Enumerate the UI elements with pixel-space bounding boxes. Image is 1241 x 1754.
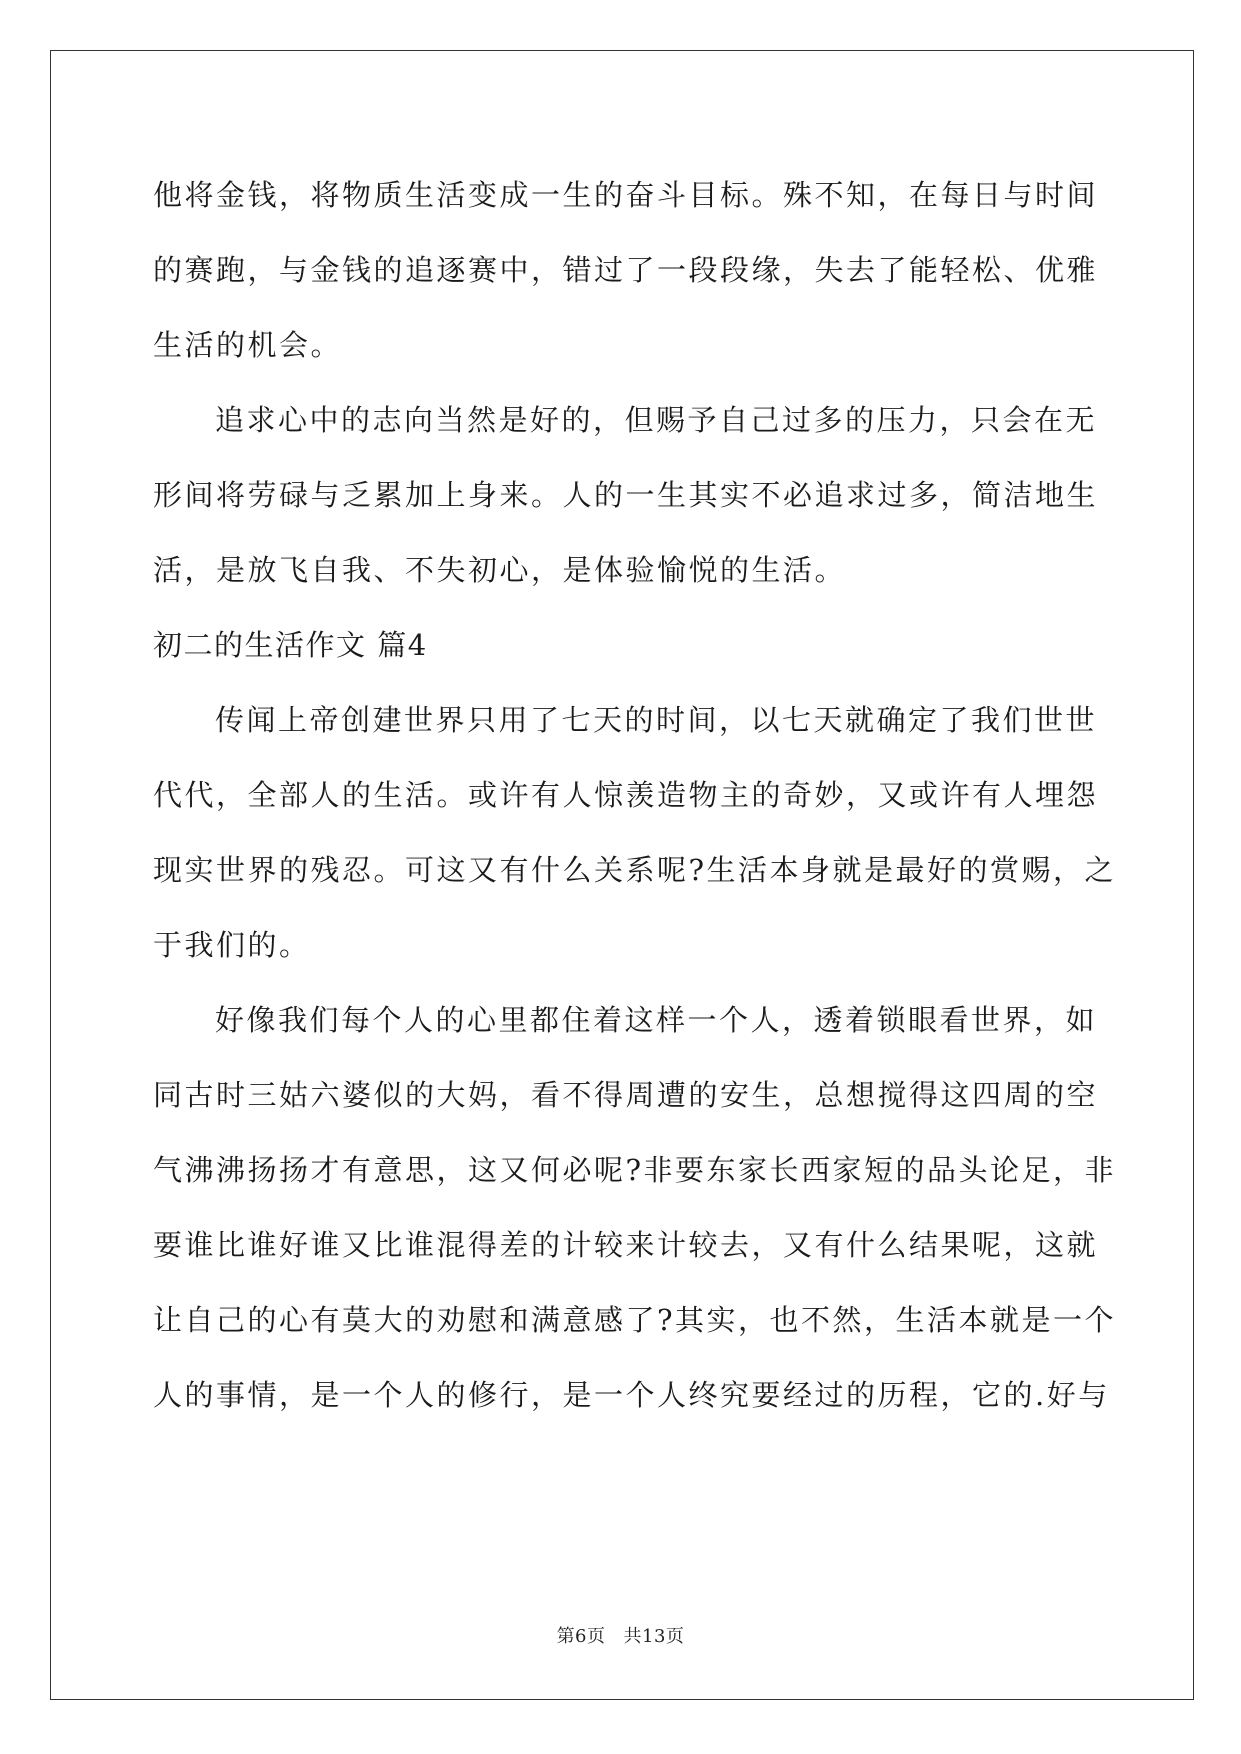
page-total: 共13页 bbox=[623, 1626, 685, 1647]
text-line: 要谁比谁好谁又比谁混得差的计较来计较去，又有什么结果呢，这就 bbox=[153, 1228, 1099, 1262]
text-line: 让自己的心有莫大的劝慰和满意感了?其实，也不然，生活本就是一个 bbox=[153, 1303, 1117, 1337]
text-line: 现实世界的残忍。可这又有什么关系呢?生活本身就是最好的赏赐，之 bbox=[153, 853, 1117, 887]
paragraph-1 bbox=[153, 158, 1099, 383]
paragraph-2 bbox=[153, 383, 1099, 608]
paragraph-3 bbox=[153, 683, 1117, 983]
text-line: 活，是放飞自我、不失初心，是体验愉悦的生活。 bbox=[153, 553, 847, 587]
text-line: 的赛跑，与金钱的追逐赛中，错过了一段段缘，失去了能轻松、优雅 bbox=[153, 253, 1099, 287]
text-line: 于我们的。 bbox=[153, 928, 311, 962]
page-footer bbox=[0, 1622, 1241, 1648]
paragraph-4 bbox=[153, 983, 1117, 1433]
text-line: 追求心中的志向当然是好的，但赐予自己过多的压力，只会在无 bbox=[215, 403, 1098, 437]
text-line: 气沸沸扬扬才有意思，这又何必呢?非要东家长西家短的品头论足，非 bbox=[153, 1153, 1117, 1187]
text-line: 传闻上帝创建世界只用了七天的时间，以七天就确定了我们世世 bbox=[215, 703, 1098, 737]
heading-text: 初二的生活作文 篇4 bbox=[153, 628, 428, 662]
text-line: 同古时三姑六婆似的大妈，看不得周遭的安生，总想搅得这四周的空 bbox=[153, 1078, 1099, 1112]
page-number: 第6页 bbox=[556, 1626, 606, 1647]
text-line: 形间将劳碌与乏累加上身来。人的一生其实不必追求过多，简洁地生 bbox=[153, 478, 1099, 512]
text-line: 生活的机会。 bbox=[153, 328, 343, 362]
section-heading bbox=[153, 608, 1093, 683]
text-line: 他将金钱，将物质生活变成一生的奋斗目标。殊不知，在每日与时间 bbox=[153, 178, 1099, 212]
text-line: 好像我们每个人的心里都住着这样一个人，透着锁眼看世界，如 bbox=[215, 1003, 1098, 1037]
document-body bbox=[153, 158, 1117, 1433]
text-line: 人的事情，是一个人的修行，是一个人终究要经过的历程，它的.好与 bbox=[153, 1378, 1110, 1412]
text-line: 代代，全部人的生活。或许有人惊羡造物主的奇妙，又或许有人埋怨 bbox=[153, 778, 1099, 812]
